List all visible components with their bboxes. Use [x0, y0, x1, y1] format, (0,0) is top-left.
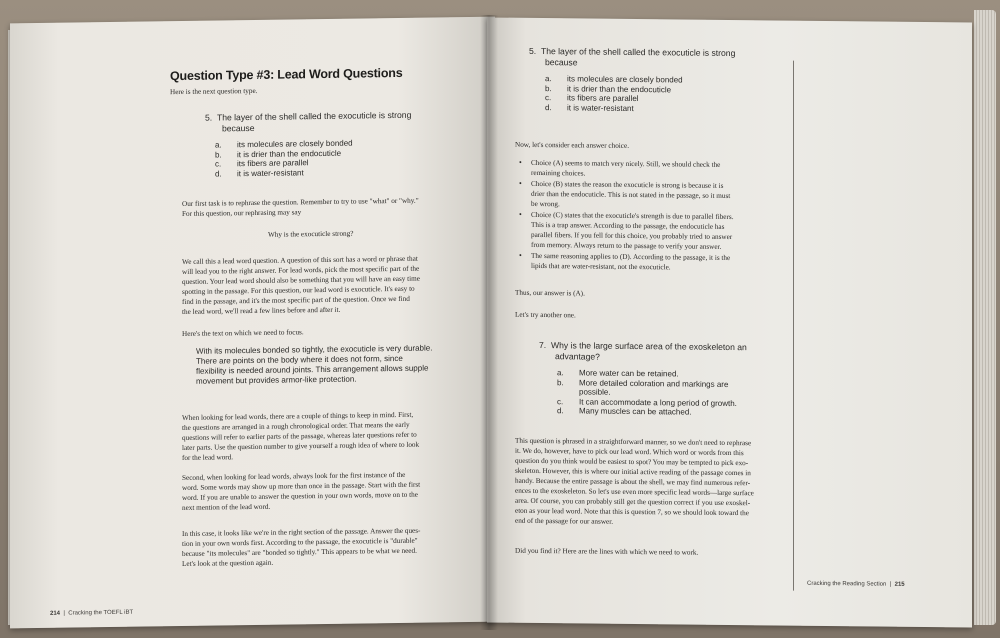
subheading: Here is the next question type.	[170, 86, 258, 97]
text-line: In this case, it looks like we're in the right section of the passage. Answer the ques-	[182, 526, 421, 538]
text-line: We call this a lead word question. A question of this sort has a word or phrase that	[182, 254, 418, 266]
question-5-stem	[205, 110, 411, 123]
paragraph-rephrase	[182, 195, 482, 219]
text-line: Second, when looking for lead words, always look for the first instance of the	[182, 470, 406, 482]
answer-options	[215, 139, 353, 179]
paragraph-consider: Now, let's consider each answer choice.	[515, 140, 629, 150]
option-letter: d.	[215, 168, 222, 179]
text-line: • Choice (C) states that the exocuticle's strength is due to parallel fibers.	[531, 210, 734, 222]
text-line: parallel fibers. If you fell for this choice, you probably tried to answer	[531, 230, 733, 242]
option-d	[215, 167, 353, 178]
option-text: More detailed coloration and markings are	[579, 377, 729, 389]
choice-analysis-list	[517, 158, 787, 275]
text-line: next mention of the lead word.	[182, 502, 271, 512]
option-text: its molecules are closely bonded	[567, 74, 683, 85]
option-letter: a.	[557, 368, 564, 378]
text-line: Let's look at the question again.	[182, 558, 274, 568]
page-heading: Question Type #3: Lead Word Questions	[170, 65, 403, 84]
text-line: word. If you are unable to answer the question in your own words, move on to the	[182, 490, 418, 502]
left-page	[10, 17, 495, 629]
question-stem-line1: Why is the large surface area of the exoskeleton an	[550, 340, 747, 353]
text-line: for the lead word.	[182, 453, 234, 462]
option-letter: c.	[557, 396, 564, 406]
text-line: question. Your lead word should also be something that you will have an easy time	[182, 274, 420, 286]
option-text: More water can be retained.	[579, 368, 679, 379]
text-line: be wrong.	[531, 199, 560, 209]
margin-rule	[793, 61, 794, 591]
try-another: Let's try another one.	[515, 310, 576, 320]
text-line: flexibility is needed around joints. This arrangement allows supple	[196, 363, 429, 376]
paragraph-lead-word	[182, 253, 482, 317]
option-text: it is water-resistant	[237, 167, 304, 178]
option-letter: c.	[215, 159, 222, 169]
text-line: eton as your lead word. Note that this is question 7, so we should look toward the	[515, 506, 749, 518]
option-text: it is drier than the endocuticle	[567, 83, 672, 94]
paragraph-first	[182, 409, 482, 463]
text-line: because "its molecules" are "bonded so tightly." This appears to be what we need.	[182, 546, 417, 558]
text-line: will lead you to the right answer. For lead words, pick the most specific part of the	[182, 264, 420, 276]
text-line: handy. Because the entire passage is about the shell, we may find numerous refer-	[515, 476, 751, 488]
text-line: Our first task is to rephrase the question. Remember to try to use "what" or "why."	[182, 196, 419, 208]
text-line: • Choice (B) states the reason the exocuticle is strong is because it is	[531, 179, 724, 190]
text-line: With its molecules bonded so tightly, the exocuticle is very durable.	[196, 343, 433, 356]
option-letter	[557, 387, 579, 397]
question-number: 5.	[205, 112, 213, 123]
text-line: This is a trap answer. According to the passage, the endocuticle has	[531, 220, 725, 231]
paragraph-second	[182, 469, 482, 513]
answer-statement: Thus, our answer is (A).	[515, 288, 585, 298]
text-line: • The same reasoning applies to (D). According to the passage, it is the	[531, 251, 731, 263]
option-text: possible.	[579, 387, 611, 397]
text-line: the lead word, we'll read a few lines before and after it.	[182, 305, 341, 316]
text-line: movement but provides armor-like protection.	[196, 374, 357, 386]
option-letter: b.	[215, 149, 222, 160]
bullet-choice-a	[517, 158, 787, 181]
paragraph-focus: Here's the text on which we need to focus.	[182, 328, 304, 338]
bullet-choice-b	[517, 179, 787, 212]
question-stem-line2: because	[545, 57, 578, 68]
running-title: Cracking the TOEFL iBT	[68, 609, 134, 617]
text-line: tion in your own words first. According to the passage, the exocuticle is "durable"	[182, 536, 418, 548]
bullet-choice-c	[517, 210, 787, 253]
paragraph-this-case	[182, 525, 482, 569]
option-letter: c.	[545, 93, 552, 103]
question-stem-line1: The layer of the shell called the exocuticle is strong	[216, 109, 412, 123]
text-line: skeleton. However, this is where our initial active reading of the passage comes in	[515, 466, 751, 478]
passage-excerpt	[196, 343, 486, 387]
rephrased-question: Why is the exocuticle strong?	[268, 229, 354, 239]
text-line: lipids that are water-resistant, not the exocuticle.	[531, 261, 671, 272]
option-letter: a.	[215, 140, 222, 150]
page-edges-right	[974, 10, 996, 625]
text-line: from memory. Always return to the passage to verify your answer.	[531, 240, 722, 251]
question-stem-line1: The layer of the shell called the exocuticle is strong	[540, 46, 736, 59]
option-d	[545, 103, 683, 114]
text-line: This question is phrased in a straightforward manner, so we don't need to rephrase	[515, 436, 752, 448]
left-footer: 214 | Cracking the TOEFL iBT	[50, 609, 134, 617]
text-line: word. Some words may show up more than once in the passage. Start with the first	[182, 480, 421, 492]
text-line: When looking for lead words, there are a couple of things to keep in mind. First,	[182, 410, 414, 422]
option-text: its fibers are parallel	[237, 158, 309, 169]
bullet-choice-d	[517, 251, 787, 274]
option-text: it is water-resistant	[567, 102, 634, 113]
running-title: Cracking the Reading Section	[807, 580, 887, 588]
question-stem-line2: advantage?	[555, 351, 600, 362]
text-line: ences to the exoskeleton. So let's use even more specific lead words—large surface	[515, 486, 754, 498]
option-letter: d.	[545, 102, 552, 112]
text-line: remaining choices.	[531, 168, 586, 178]
paragraph-phrased	[515, 436, 790, 529]
text-line: find in the passage, and it's the most specific part of the question. Once we find	[182, 294, 410, 306]
option-d	[557, 406, 737, 417]
option-text: its fibers are parallel	[567, 93, 639, 104]
option-text: it is drier than the endocuticle	[237, 148, 342, 159]
page-number: 214	[50, 610, 61, 617]
text-line: drier than the endocuticle. This is not stated in the passage, so it must	[531, 189, 731, 201]
text-line: it. We do, however, have to pick our lead word. Which word or words from this	[515, 446, 744, 458]
text-line: There are points on the body where it does not form, since	[196, 353, 403, 366]
option-letter: a.	[545, 74, 552, 84]
text-line: end of the passage for our answer.	[515, 516, 613, 526]
option-letter: b.	[545, 83, 552, 93]
option-text: It can accommodate a long period of growth.	[579, 396, 737, 408]
text-line: the questions are arranged in a rough chronological order. That means the early	[182, 420, 410, 432]
right-page	[487, 17, 972, 627]
question-stem-line2: because	[222, 122, 255, 134]
answer-options	[557, 368, 737, 417]
answer-options	[545, 74, 683, 113]
option-text: its molecules are closely bonded	[237, 138, 353, 150]
page-number: 215	[894, 581, 905, 588]
text-line: spotting in the passage. For this question, our lead word is exocuticle. It's easy to	[182, 284, 415, 296]
text-line: later parts. Use the question number to give yourself a rough idea of where to look	[182, 440, 420, 452]
question-number: 5.	[529, 45, 537, 56]
right-footer: Cracking the Reading Section | 215	[807, 580, 905, 588]
paragraph-find-it: Did you find it? Here are the lines with which we need to work.	[515, 546, 699, 557]
book-spine-shadow	[480, 15, 498, 630]
option-letter: b.	[557, 377, 564, 387]
text-line: question do you think would be easiest to spot? You may be tempted to pick exo-	[515, 456, 749, 468]
text-line: questions will refer to earlier parts of the passage, whereas later questions refer to	[182, 430, 417, 442]
text-line: • Choice (A) seems to match very nicely. Still, we should check the	[531, 158, 721, 169]
option-letter: d.	[557, 406, 564, 416]
text-line: area. Of course, you can probably still get the question correct if you use exoskel-	[515, 496, 751, 508]
text-line: For this question, our rephrasing may say	[182, 208, 302, 218]
question-number: 7.	[539, 340, 547, 351]
option-text: Many muscles can be attached.	[579, 406, 692, 417]
